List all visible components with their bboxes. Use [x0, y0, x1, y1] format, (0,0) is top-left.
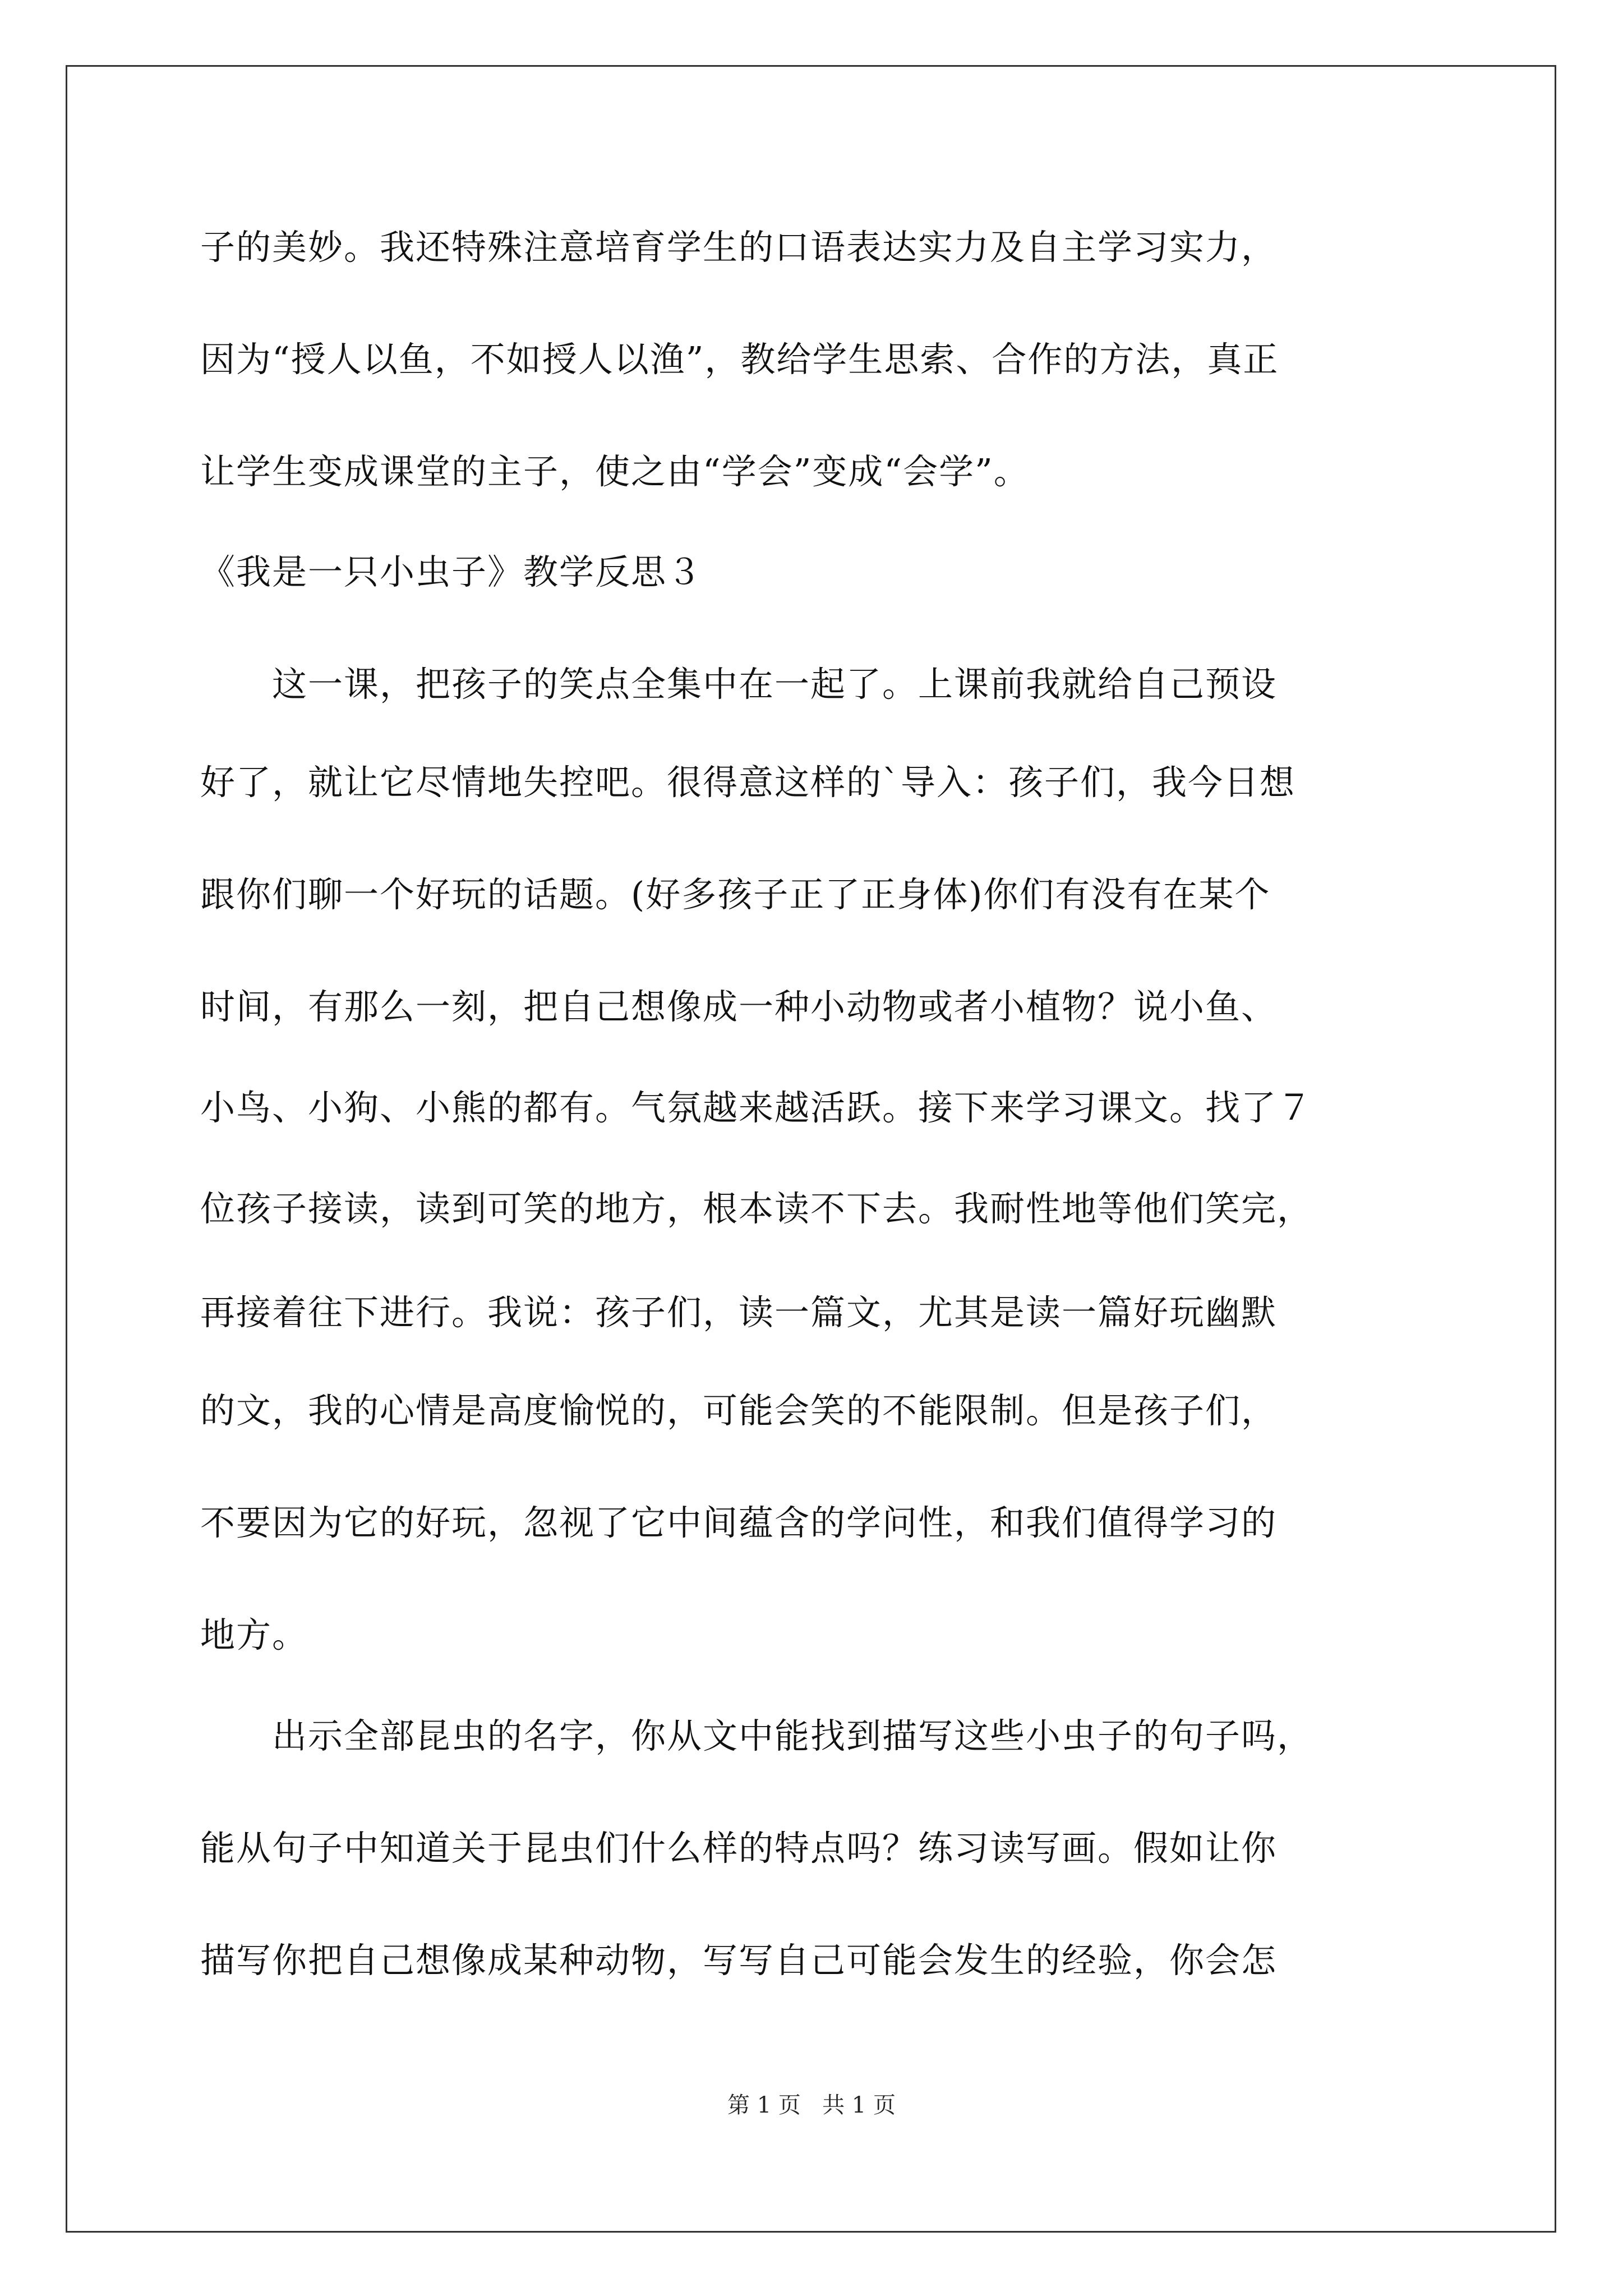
text-line: 时间，有那么一刻，把自己想像成一种小动物或者小植物？说小鱼、: [200, 986, 1278, 1027]
page-number: 第 1 页 共 1 页: [727, 2092, 896, 2118]
text-line: 跟你们聊一个好玩的话题。(好多孩子正了正身体)你们有没有在某个: [200, 874, 1271, 915]
text-line: 地方。: [200, 1614, 308, 1655]
text-line: 的文，我的心情是高度愉悦的，可能会笑的不能限制。但是孩子们，: [200, 1390, 1278, 1431]
text-line: 好了，就让它尽情地失控吧。很得意这样的`导入：孩子们，我今日想: [200, 762, 1296, 803]
text-line: 不要因为它的好玩，忽视了它中间蕴含的学问性，和我们值得学习的: [200, 1502, 1278, 1543]
text-line: 让学生变成课堂的主子，使之由“学会”变成“会学”。: [200, 451, 1030, 492]
section-heading: 《我是一只小虫子》教学反思３: [200, 551, 703, 592]
text-line: 出示全部昆虫的名字，你从文中能找到描写这些小虫子的句子吗，: [200, 1715, 1313, 1756]
text-line: 再接着往下进行。我说：孩子们，读一篇文，尤其是读一篇好玩幽默: [200, 1292, 1278, 1333]
page-border: [66, 65, 1556, 2233]
text-line: 这一课，把孩子的笑点全集中在一起了。上课前我就给自己预设: [200, 664, 1278, 705]
text-line: 因为“授人以鱼，不如授人以渔”，教给学生思索、合作的方法，真正: [200, 339, 1279, 380]
text-line: 能从句子中知道关于昆虫们什么样的特点吗？练习读写画。假如让你: [200, 1828, 1278, 1869]
text-line: 小鸟、小狗、小熊的都有。气氛越来越活跃。接下来学习课文。找了７: [200, 1087, 1313, 1128]
text-line: 子的美妙。我还特殊注意培育学生的口语表达实力及自主学习实力，: [200, 227, 1278, 268]
text-line: 位孩子接读，读到可笑的地方，根本读不下去。我耐性地等他们笑完，: [200, 1188, 1313, 1229]
text-line: 描写你把自己想像成某种动物，写写自己可能会发生的经验，你会怎: [200, 1940, 1278, 1981]
